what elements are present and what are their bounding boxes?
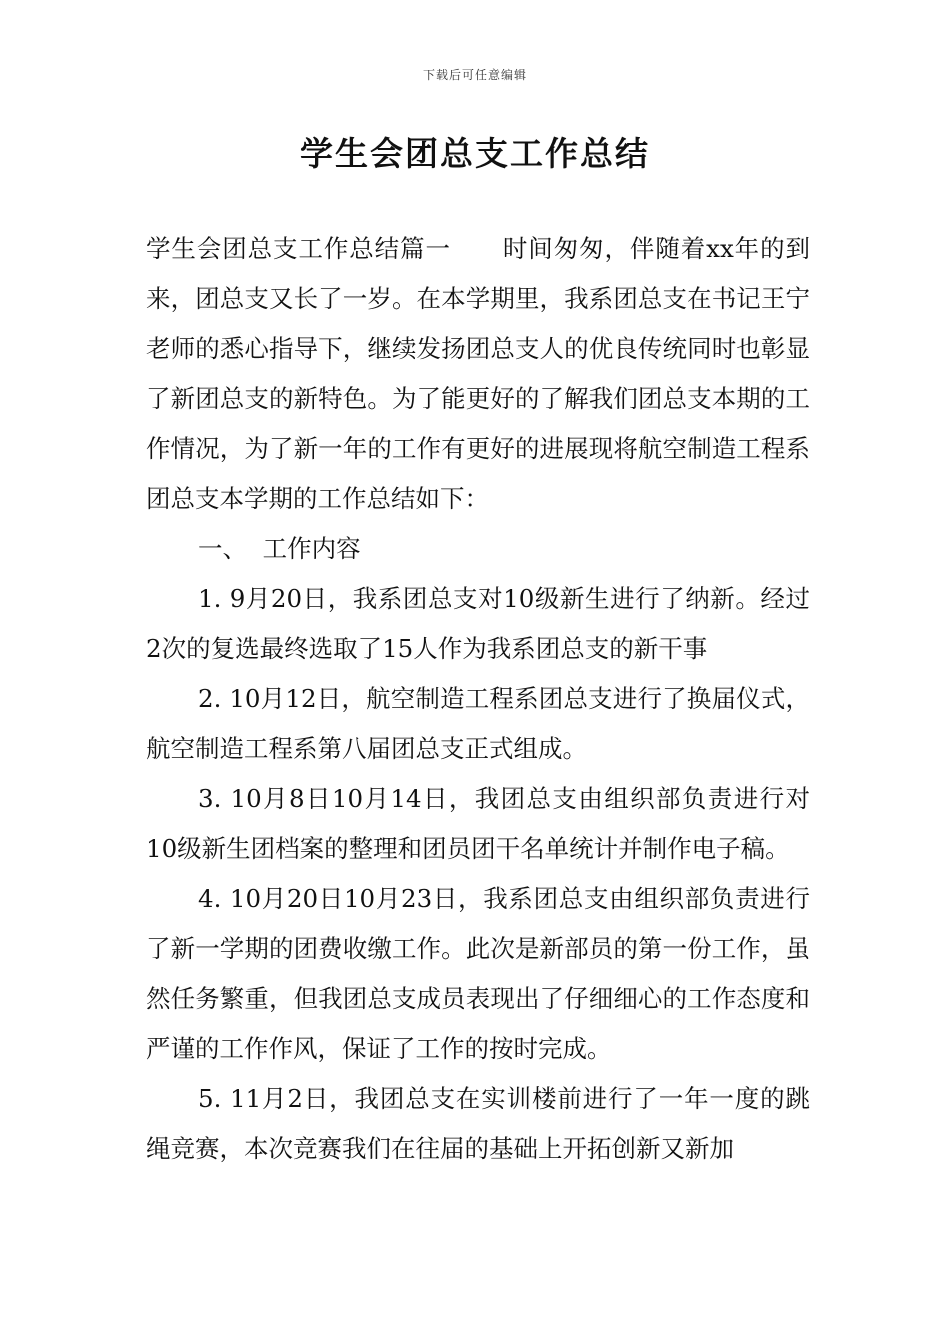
list-item: 5. 11月2日，我团总支在实训楼前进行了一年一度的跳绳竞赛，本次竞赛我们在往届的基础上开拓创新又新加 bbox=[146, 1084, 810, 1163]
intro-text: 时间匆匆，伴随着xx年的到来，团总支又长了一岁。在本学期里，我系团总支在书记王宁老师的悉心指导下，继续发扬团总支人的优良传统同时也彰显了新团总支的新特色。为了能更好的了解我们团总支本期的工作情况，为了新一年的工作有更好的进展现将航空制造工程系团总支本学期的工作总结如下： bbox=[146, 234, 811, 513]
document-body bbox=[146, 224, 810, 1174]
list-item: 2. 10月12日，航空制造工程系团总支进行了换届仪式，航空制造工程系第八届团总支正式组成。 bbox=[146, 684, 810, 763]
header-note: 下载后可任意编辑 bbox=[422, 68, 527, 82]
document-title: 学生会团总支工作总结 bbox=[300, 134, 650, 173]
section-heading: 一、 工作内容 bbox=[198, 534, 361, 563]
list-item: 4. 10月20日10月23日，我系团总支由组织部负责进行了新一学期的团费收缴工作。此次是新部员的第一份工作，虽然任务繁重，但我团总支成员表现出了仔细细心的工作态度和严谨的工作作风，保证了工作的按时完成。 bbox=[146, 884, 810, 1063]
intro-paragraph bbox=[146, 224, 810, 524]
list-item: 1. 9月20日，我系团总支对10级新生进行了纳新。经过2次的复选最终选取了15人作为我系团总支的新干事 bbox=[146, 584, 810, 663]
list-item: 3. 10月8日10月14日，我团总支由组织部负责进行对10级新生团档案的整理和团员团干名单统计并制作电子稿。 bbox=[146, 784, 810, 863]
intro-label: 学生会团总支工作总结篇一 bbox=[146, 234, 451, 263]
